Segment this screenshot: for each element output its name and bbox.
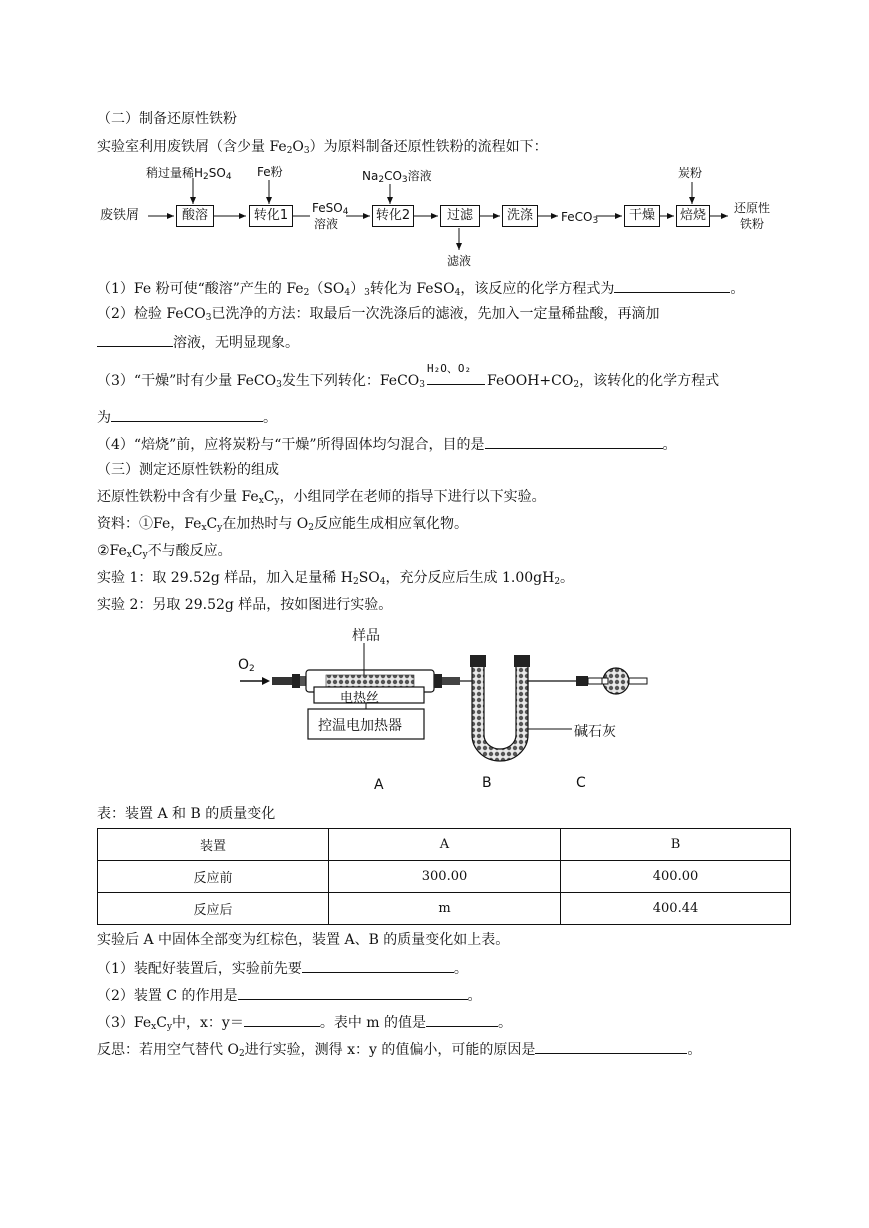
flow-filtrate: 滤液	[447, 254, 472, 268]
label-device-b: B	[482, 775, 492, 791]
table-cell: 反应前	[98, 861, 329, 893]
flow-box-wash: 洗涤	[502, 205, 538, 227]
question-3-cont: 为 。	[97, 407, 277, 427]
part3-question-1: （1）装配好装置后，实验前先要 。	[97, 958, 468, 978]
question-1: （1）Fe 粉可使“酸溶”产生的 $Fe_2(SO_4)_3$转化为 FeSO$_4$，该反应的化学方程式为 。	[97, 278, 744, 298]
answer-blank-2[interactable]	[97, 332, 173, 347]
apparatus-drawing	[236, 625, 666, 800]
answer-blank-9[interactable]	[535, 1039, 687, 1054]
flow-na2co3: $Na_2CO_3$溶液	[362, 169, 432, 185]
flow-acid-reagent: 稍过量稀$H_2SO_4$	[146, 166, 232, 182]
flow-feco3: FeCO$_3$	[561, 210, 599, 226]
table-header-cell: B	[561, 829, 791, 861]
part3-question-3: $(3)Fe_xC_y$中，x：y＝ 。表中 m 的值是 。	[97, 1012, 512, 1032]
part3-question-2: （2）装置 C 的作用是 。	[97, 985, 482, 1005]
table-cell: 400.00	[561, 861, 791, 893]
label-device-a: A	[374, 777, 384, 793]
answer-blank-7[interactable]	[244, 1012, 320, 1027]
experiment-2: 实验 2：另取 29.52g 样品，按如图进行实验。	[97, 597, 393, 613]
process-flow-diagram	[96, 160, 796, 270]
table-header-cell: 装置	[98, 829, 329, 861]
answer-blank-8[interactable]	[426, 1012, 498, 1027]
question-4: （4）“焙烧”前，应将炭粉与“干燥”所得固体均匀混合，目的是 。	[97, 434, 677, 454]
flow-box-conv1: 转化1	[249, 205, 293, 227]
label-device-c: C	[576, 775, 586, 791]
mass-change-table	[97, 828, 791, 925]
section-heading-3: （三）测定还原性铁粉的组成	[97, 462, 279, 478]
answer-blank-4[interactable]	[485, 434, 663, 449]
table-row	[98, 861, 791, 893]
flow-box-acid: 酸溶	[176, 205, 214, 227]
answer-blank-3[interactable]	[111, 407, 263, 422]
table-cell: 反应后	[98, 893, 329, 925]
section-intro: 实验室利用废铁屑（含少量 $Fe_2O_3$）为原料制备还原性铁粉的流程如下：	[97, 139, 548, 156]
table-caption: 表：装置 A 和 B 的质量变化	[97, 806, 276, 822]
flow-box-conv2: 转化2	[372, 205, 414, 227]
label-soda-lime: 碱石灰	[574, 724, 616, 740]
answer-blank-1[interactable]	[614, 278, 730, 293]
experiment-1: 实验 1：取 29.52g 样品，加入足量稀 $H_2SO_4$，充分反应后生成 $1.00gH_2$。	[97, 570, 575, 587]
flow-box-filter: 过滤	[440, 205, 480, 227]
table-cell: 400.44	[561, 893, 791, 925]
question-2: （2）检验 FeCO$_3$已洗净的方法：取最后一次洗涤后的滤液，先加入一定量稀盐酸，再滴加	[97, 306, 660, 323]
table-header-cell: A	[329, 829, 561, 861]
flow-product-line1: 还原性	[734, 201, 771, 215]
flow-box-roast: 焙烧	[676, 205, 710, 227]
flow-carbon: 炭粉	[678, 166, 703, 180]
answer-blank-5[interactable]	[302, 958, 454, 973]
flow-product-line2: 铁粉	[740, 217, 765, 231]
table-header-row	[98, 829, 791, 861]
reaction-condition-arrow	[425, 362, 487, 390]
resource-2: $②Fe_xC_y$不与酸反应。	[97, 543, 232, 560]
table-row	[98, 893, 791, 925]
table-cell: 300.00	[329, 861, 561, 893]
label-o2: $O_2$	[238, 657, 255, 674]
reflection: 反思：若用空气替代 $O_2$进行实验，测得 x：y 的值偏小，可能的原因是 。	[97, 1039, 701, 1059]
question-3: （3）“干燥”时有少量 FeCO$_3$发生下列转化：FeCO$_3$ H₂O、O₂ $FeOOH+CO_2$，该转化的化学方程式	[97, 362, 720, 390]
section-heading-2: （二）制备还原性铁粉	[97, 111, 237, 127]
question-2-cont: 溶液，无明显现象。	[97, 332, 299, 352]
flow-start: 废铁屑	[100, 208, 140, 223]
table-cell: m	[329, 893, 561, 925]
label-sample: 样品	[352, 628, 380, 644]
flow-feso4: FeSO$_4$	[312, 201, 349, 217]
answer-blank-6[interactable]	[238, 985, 468, 1000]
section3-line1: 还原性铁粉中含有少量 $Fe_xC_y$，小组同学在老师的指导下进行以下实验。	[97, 489, 546, 506]
flow-fe-powder: Fe粉	[257, 165, 283, 179]
resource-1: 资料：①Fe，$Fe_xC_y$在加热时与 $O_2$反应能生成相应氧化物。	[97, 516, 469, 533]
after-line-1: 实验后 A 中固体全部变为红棕色，装置 A、B 的质量变化如上表。	[97, 932, 510, 948]
flow-box-dry: 干燥	[624, 205, 660, 227]
flow-solution: 溶液	[314, 217, 339, 231]
label-heating-wire: 电热丝	[340, 691, 380, 706]
label-heater: 控温电加热器	[318, 718, 402, 734]
reaction-condition: H₂O、O₂	[427, 362, 472, 375]
apparatus-diagram	[236, 625, 666, 800]
